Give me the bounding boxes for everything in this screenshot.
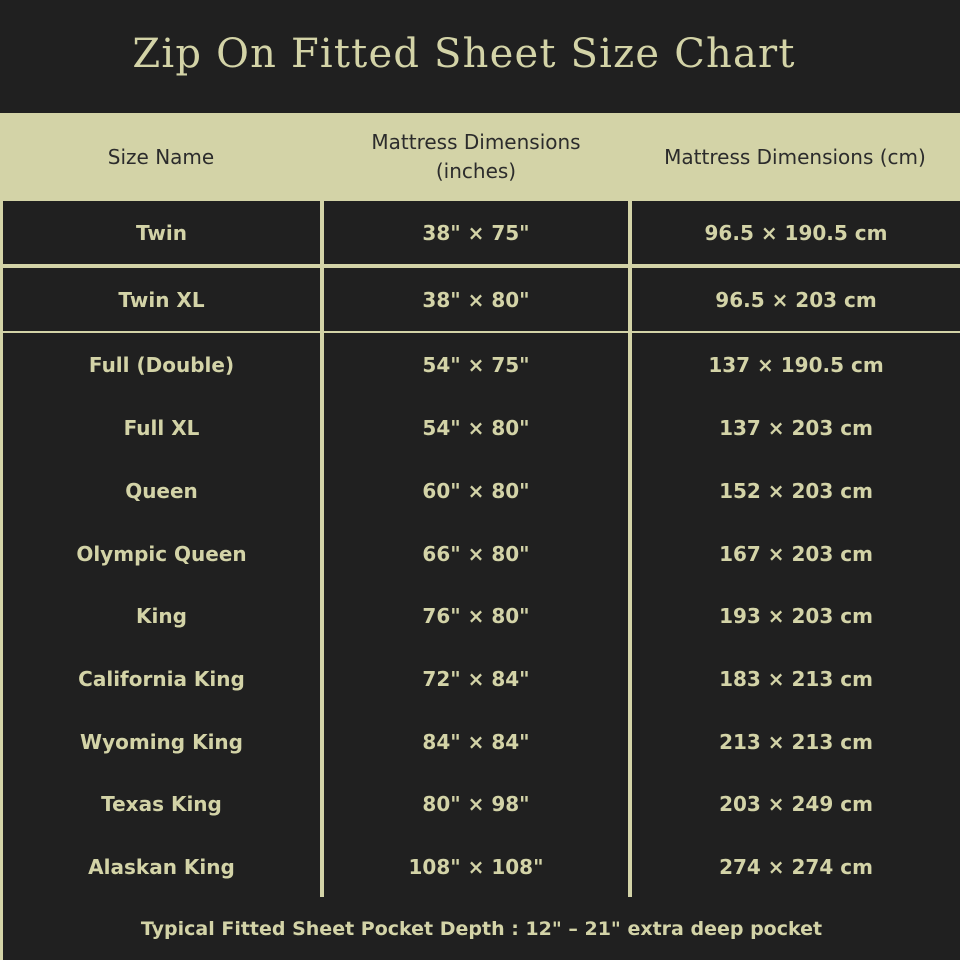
size-name-cell: Twin: [3, 201, 320, 264]
inches-cell: 66" × 80": [324, 522, 628, 585]
table-row: [0, 647, 960, 710]
cm-cell: 213 × 213 cm: [632, 710, 960, 773]
table-row: [0, 333, 960, 396]
size-name-cell: Full XL: [3, 396, 320, 459]
cm-cell: 203 × 249 cm: [632, 772, 960, 835]
size-table-body: [0, 201, 960, 960]
inches-cell: 72" × 84": [324, 647, 628, 710]
table-row: [0, 522, 960, 585]
inches-cell: 76" × 80": [324, 584, 628, 647]
size-name-cell: Twin XL: [3, 268, 320, 331]
cm-cell: 96.5 × 203 cm: [632, 268, 960, 331]
header-cm: Mattress Dimensions (cm): [664, 144, 926, 169]
cm-cell: 274 × 274 cm: [632, 835, 960, 898]
cm-cell: 152 × 203 cm: [632, 459, 960, 522]
table-header-row: [0, 113, 960, 201]
pocket-depth-footer: Typical Fitted Sheet Pocket Depth : 12" – 21" extra deep pocket: [3, 897, 960, 960]
inches-cell: 54" × 80": [324, 396, 628, 459]
size-name-cell: Wyoming King: [3, 710, 320, 773]
table-row: [0, 772, 960, 835]
cm-cell: 167 × 203 cm: [632, 522, 960, 585]
cm-cell: 137 × 203 cm: [632, 396, 960, 459]
table-row: [0, 268, 960, 331]
page-title: Zip On Fitted Sheet Size Chart: [132, 31, 796, 77]
size-name-cell: King: [3, 584, 320, 647]
cm-cell: 96.5 × 190.5 cm: [632, 201, 960, 264]
cm-cell: 183 × 213 cm: [632, 647, 960, 710]
inches-cell: 38" × 80": [324, 268, 628, 331]
cm-cell: 193 × 203 cm: [632, 584, 960, 647]
inches-cell: 108" × 108": [324, 835, 628, 898]
header-inches-label: Mattress Dimensions (inches): [371, 130, 581, 183]
table-row: [0, 201, 960, 264]
table-row: [0, 710, 960, 773]
inches-cell: 38" × 75": [324, 201, 628, 264]
inches-cell: 54" × 75": [324, 333, 628, 396]
size-name-cell: Queen: [3, 459, 320, 522]
size-name-cell: California King: [3, 647, 320, 710]
header-size-name: Size Name: [107, 144, 215, 169]
size-name-cell: Full (Double): [3, 333, 320, 396]
inches-cell: 80" × 98": [324, 772, 628, 835]
inches-cell: 60" × 80": [324, 459, 628, 522]
title-bar: [0, 0, 960, 113]
table-row: [0, 459, 960, 522]
table-row: [0, 396, 960, 459]
size-name-cell: Alaskan King: [3, 835, 320, 898]
cm-cell: 137 × 190.5 cm: [632, 333, 960, 396]
inches-cell: 84" × 84": [324, 710, 628, 773]
size-name-cell: Olympic Queen: [3, 522, 320, 585]
table-row: [0, 584, 960, 647]
table-row: [0, 835, 960, 898]
header-inches: [322, 113, 630, 201]
size-name-cell: Texas King: [3, 772, 320, 835]
